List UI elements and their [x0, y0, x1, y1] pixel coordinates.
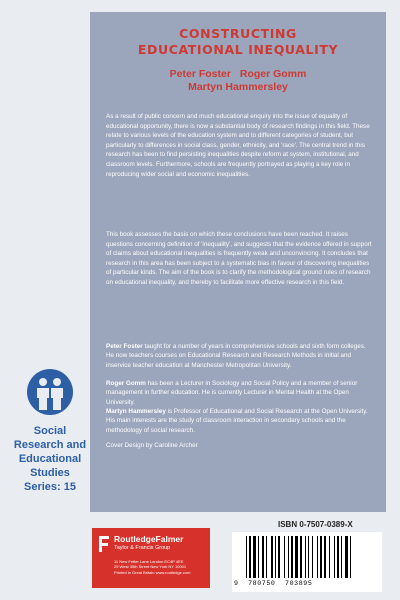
series-line: Research and: [13, 439, 87, 451]
bio-name: Martyn Hammersley: [106, 408, 166, 415]
title-line-2: EDUCATIONAL INEQUALITY: [137, 42, 339, 57]
series-label: [4, 424, 96, 494]
series-line: Social: [33, 425, 67, 437]
barcode: [244, 536, 374, 578]
author-hammersley: Martyn Hammersley: [188, 81, 288, 93]
book-title: [90, 26, 386, 58]
barcode-digits: 780750: [248, 580, 276, 587]
title-line-1: CONSTRUCTING: [179, 26, 297, 41]
bio-foster: [106, 342, 374, 370]
address-line: Printed in Great Britain www.routledge.com: [114, 569, 191, 575]
people-icon: [26, 368, 74, 416]
publisher-group: Taylor & Francis Group: [114, 545, 171, 551]
author-gomm: Roger Gomm: [239, 68, 307, 80]
authors: [90, 68, 386, 94]
author-foster: Peter Foster: [169, 68, 231, 80]
publisher-name: RoutledgeFalmer: [114, 534, 184, 544]
bio-hammersley: [106, 407, 374, 435]
publisher-address: [114, 559, 190, 575]
bio-name: Roger Gomm: [106, 380, 146, 387]
blurb-paragraph-1: As a result of public concern and much educational enquiry into the issue of equality of educational opportunity, there is now a substantial body of research findings in this field. These relate to various levels of the education system and to different categories of student, but particularly to differences in social class, gender, ethnicity, and 'race'. The central trend in this research has been to find persisting inequalities despite reform at system, institutional, and classroom levels. Furthermore, schools are frequently portrayed as playing a key role in reproducing wider social and economic inequalities.: [106, 113, 370, 178]
series-line: Series: 15: [24, 481, 76, 493]
bio-name: Peter Foster: [106, 343, 143, 350]
series-line: Studies: [30, 467, 70, 479]
address-line: 11 New Fetter Lane London EC4P 4EE: [114, 559, 184, 564]
isbn: ISBN 0-7507-0389-X: [278, 520, 353, 529]
barcode-digits: 9: [234, 580, 239, 587]
blurb-paragraph-2: This book assesses the basis on which these conclusions have been reached. It raises questions concerning definition of 'inequality', and suggests that the evidence offered in support of claims about educational inequalities is frequently weak and unconvincing. It concludes that research in this area has been subject to a systematic bias in favour of discovering inequalities of particular kinds. The aim of the book is to clarify the methodological ground rules of research on educational inequality, and thereby to facilitate more effective research in this field.: [106, 231, 372, 286]
cover-credit: Cover Design by Caroline Archer: [106, 442, 198, 449]
bio-gomm: [106, 379, 374, 407]
bio-text: has been a Lecturer in Sociology and Social Policy and a member of senior management in further education. He is currently Lecturer in Mental Health at the Open University.: [106, 380, 358, 406]
barcode-number: [234, 580, 380, 587]
bio-text: taught for a number of years in comprehensive schools and sixth form colleges. He now teachers courses on Educational Research and Research Methods in initial and inservice teacher education at Manchester Metropolitan University.: [106, 343, 366, 369]
publisher-block: [92, 528, 210, 588]
barcode-block: [232, 532, 382, 592]
publisher-logo-icon: [97, 534, 111, 554]
address-line: 29 West 35th Street New York NY 10001: [114, 564, 187, 570]
barcode-digits: 703895: [285, 580, 313, 587]
bio-text: is Professor of Educational and Social Research at the Open University. His main interests are the study of classroom interaction in secondary schools and the methodology of social research.: [106, 408, 368, 434]
series-line: Educational: [18, 453, 82, 465]
